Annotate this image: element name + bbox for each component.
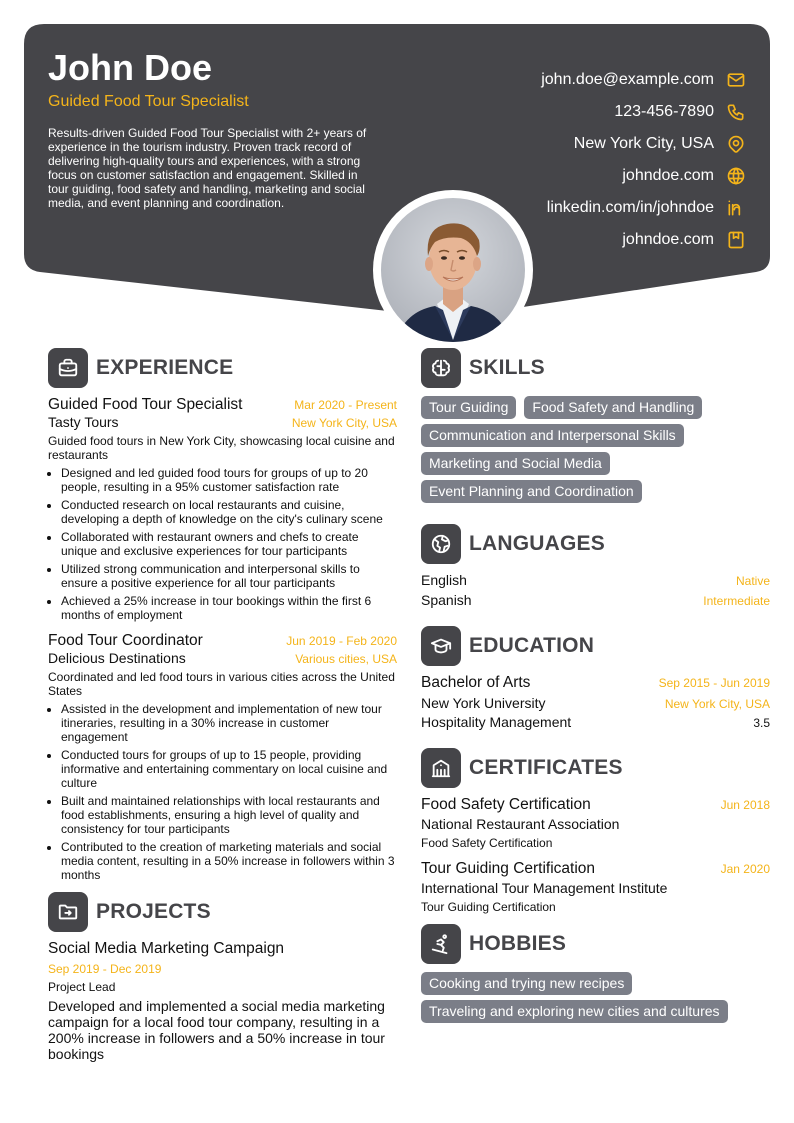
project-description: Developed and implemented a social media marketing campaign for a local food tour company, resulting in a 200% increase in followers and a 50% increase in tour bookings: [48, 998, 385, 1062]
job-bullet: • Utilized strong communication and interpersonal skills to ensure a positive experience for all tour participants: [61, 562, 397, 590]
job-title: Guided Food Tour Specialist: [48, 396, 243, 413]
contact-website-text[interactable]: johndoe.com: [622, 167, 714, 184]
experience-header: [48, 348, 397, 388]
language-level: Intermediate: [703, 594, 770, 608]
job-bullet: • Assisted in the development and implementation of new tour itineraries, resulting in a 30% increase in customer engagement: [61, 702, 397, 744]
certificate-entry: [421, 796, 770, 850]
experience-section: [48, 348, 397, 882]
certificate-org: National Restaurant Association: [421, 816, 620, 832]
skills-tags: [421, 396, 770, 508]
job-bullet: • Conducted tours for groups of up to 15 people, providing informative and entertaining commentary on local cuisine and culture: [61, 748, 397, 790]
skills-header: [421, 348, 770, 388]
globe-icon: [726, 166, 746, 186]
certificate-name: Tour Guiding Certification: [421, 860, 596, 877]
contact-website[interactable]: [386, 160, 746, 192]
language-row: [421, 592, 770, 612]
job-bullets: [48, 466, 397, 622]
hobbies-title: HOBBIES: [469, 932, 567, 955]
languages-header: [421, 524, 770, 564]
certificate-name: Food Safety Certification: [421, 796, 591, 813]
summary: Results-driven Guided Food Tour Specialist with 2+ years of experience in the tourism industry. Proven track record of delivering high-quality tours and experiences, with a strong focus on customer satisfaction and engagement. Skilled in tour guiding, food safety and handling, marketing and social media, and event planning and coordination.: [48, 126, 367, 210]
contact-phone-text[interactable]: 123-456-7890: [614, 103, 714, 120]
hobbies-header: [421, 924, 770, 964]
hobbies-section: [421, 924, 770, 1028]
education-date: Sep 2015 - Jun 2019: [658, 676, 770, 690]
education-title: EDUCATION: [469, 634, 595, 657]
job-bullet: • Conducted research on local restaurants and cuisine, developing a depth of knowledge on the city's culinary scene: [61, 498, 397, 526]
languages-title: LANGUAGES: [469, 532, 605, 555]
job-entry: [48, 632, 397, 882]
job-bullet: • Achieved a 25% increase in tour bookings within the first 6 months of employment: [61, 594, 397, 622]
job-date: Mar 2020 - Present: [294, 398, 397, 412]
education-section: [421, 626, 770, 730]
linkedin-icon: [726, 198, 746, 218]
job-title: Food Tour Coordinator: [48, 632, 203, 649]
projects-section: [48, 892, 397, 1062]
certificates-section: [421, 748, 770, 914]
job-description: Coordinated and led food tours in various cities across the United States: [48, 670, 395, 698]
education-location: New York City, USA: [664, 697, 770, 711]
skill-tag: Marketing and Social Media: [421, 452, 610, 475]
certificate-description: Tour Guiding Certification: [421, 900, 556, 914]
brain-icon: [421, 348, 461, 388]
projects-header: [48, 892, 397, 932]
certificates-title: CERTIFICATES: [469, 756, 623, 779]
certificates-header: [421, 748, 770, 788]
language-level: Native: [735, 574, 770, 588]
language-name: Spanish: [421, 592, 472, 608]
education-header: [421, 626, 770, 666]
certificate-entry: [421, 860, 770, 914]
certificate-date: Jun 2018: [720, 798, 770, 812]
job-location: New York City, USA: [291, 416, 397, 430]
skills-section: [421, 348, 770, 508]
contact-location-text: New York City, USA: [573, 135, 714, 152]
contact-portfolio-text[interactable]: johndoe.com: [622, 231, 714, 248]
candidate-name: John Doe: [48, 47, 213, 88]
contact-email[interactable]: [386, 64, 746, 96]
skiing-icon: [421, 924, 461, 964]
skill-tag: Communication and Interpersonal Skills: [421, 424, 684, 447]
hobby-tag: Traveling and exploring new cities and cultures: [421, 1000, 728, 1023]
job-entry: [48, 396, 397, 622]
education-gpa: 3.5: [753, 716, 770, 730]
job-company: Tasty Tours: [48, 414, 119, 430]
project-title: Social Media Marketing Campaign: [48, 940, 285, 957]
languages-section: [421, 524, 770, 612]
candidate-title: Guided Food Tour Specialist: [48, 93, 249, 110]
mail-icon: [726, 70, 746, 90]
job-bullet: • Collaborated with restaurant owners and chefs to create unique and exclusive experiences for tour participants: [61, 530, 397, 558]
project-role: Project Lead: [48, 980, 116, 994]
profile-photo: [373, 190, 533, 350]
skill-tag: Food Safety and Handling: [524, 396, 702, 419]
education-degree: Bachelor of Arts: [421, 674, 531, 691]
contact-phone[interactable]: [386, 96, 746, 128]
bookmark-icon: [726, 230, 746, 250]
location-pin-icon: [726, 134, 746, 154]
contact-linkedin-text[interactable]: linkedin.com/in/johndoe: [546, 199, 714, 216]
certificate-date: Jan 2020: [720, 862, 770, 876]
education-school: New York University: [421, 695, 546, 711]
education-field: Hospitality Management: [421, 714, 572, 730]
job-bullet: • Built and maintained relationships with local restaurants and food establishments, ensuring a high level of quality and consistency for tour participants: [61, 794, 397, 836]
job-bullet: • Contributed to the creation of marketing materials and social media content, resulting in a 50% increase in followers within 3 months: [61, 840, 397, 882]
contact-location: [386, 128, 746, 160]
skill-tag: Tour Guiding: [421, 396, 516, 419]
hobbies-tags: [421, 972, 770, 1028]
briefcase-icon: [48, 348, 88, 388]
header-intro: [48, 48, 370, 210]
experience-title: EXPERIENCE: [96, 356, 234, 379]
phone-icon: [726, 102, 746, 122]
certificate-description: Food Safety Certification: [421, 836, 553, 850]
job-bullet: • Designed and led guided food tours for groups of up to 20 people, resulting in a 95% customer satisfaction rate: [61, 466, 397, 494]
projects-title: PROJECTS: [96, 900, 211, 923]
project-date: Sep 2019 - Dec 2019: [48, 962, 162, 976]
hobby-tag: Cooking and trying new recipes: [421, 972, 632, 995]
building-icon: [421, 748, 461, 788]
folder-icon: [48, 892, 88, 932]
right-column: [421, 348, 770, 1028]
language-globe-icon: [421, 524, 461, 564]
job-description: Guided food tours in New York City, showcasing local cuisine and restaurants: [48, 434, 395, 462]
language-name: English: [421, 572, 467, 588]
certificate-org: International Tour Management Institute: [421, 880, 668, 896]
contact-email-text[interactable]: john.doe@example.com: [541, 71, 714, 88]
left-column: [48, 348, 397, 1062]
graduation-cap-icon: [421, 626, 461, 666]
job-company: Delicious Destinations: [48, 650, 186, 666]
language-row: [421, 572, 770, 592]
skill-tag: Event Planning and Coordination: [421, 480, 642, 503]
skills-title: SKILLS: [469, 356, 545, 379]
job-bullets: [48, 702, 397, 882]
job-date: Jun 2019 - Feb 2020: [286, 634, 397, 648]
project-entry: [48, 940, 397, 1062]
job-location: Various cities, USA: [295, 652, 397, 666]
